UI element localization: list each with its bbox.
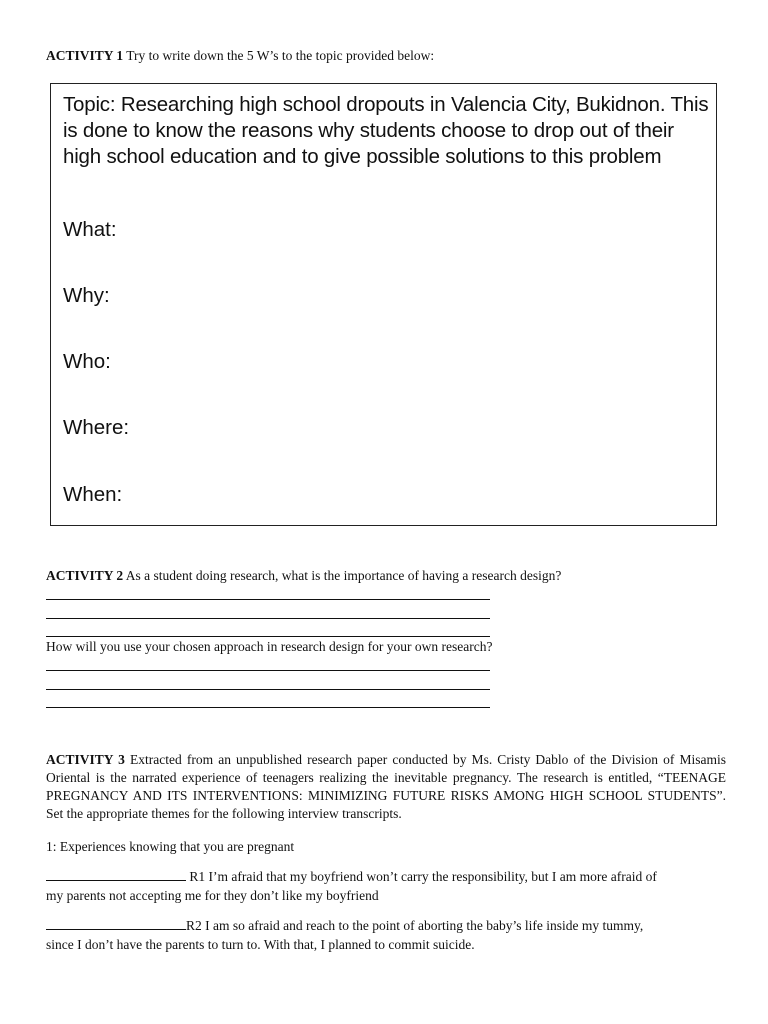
answer-line[interactable] [46,636,490,637]
r2-line-2: since I don’t have the parents to turn to. With that, I planned to commit suicide. [46,937,475,952]
topic-text: Topic: Researching high school dropouts in Valencia City, Bukidnon. This is done to know the reasons why students choose to drop out of their high school education and to give possible solutions to this problem [63,93,709,168]
r1-line-1 [46,868,736,886]
activity-1-instruction [46,47,746,65]
activity-2-label: ACTIVITY 2 [46,568,124,583]
activity-2-question-2: How will you use your chosen approach in research design for your own research? [46,639,493,654]
activity-3-label: ACTIVITY 3 [46,752,125,767]
activity-1-text: Try to write down the 5 W’s to the topic provided below: [123,48,435,63]
r2-text-1: R2 I am so afraid and reach to the point of aborting the baby’s life inside my tummy, [186,918,644,933]
prompt-when: When: [63,483,123,506]
r1-text-1: R1 I’m afraid that my boyfriend won’t carry the responsibility, but I am more afraid of [186,869,657,884]
r2-line-1 [46,917,736,935]
answer-line[interactable] [46,618,490,619]
prompt-who: Who: [63,350,111,373]
answer-line[interactable] [46,670,490,671]
activity-3-intro [46,751,726,823]
activity-3-text: Extracted from an unpublished research paper conducted by Ms. Cristy Dablo of the Division of Misamis Oriental is the narrated experience of teenagers realizing the inevitable pregnancy. The research is entitled, “TEENAGE PREGNANCY AND ITS INTERVENTIONS: MINIMIZING FUTURE RISKS AMONG HIGH SCHOOL STUDENTS”. Set the appropriate themes for the following interview transcripts. [46,752,727,821]
topic-box [50,83,717,526]
prompt-where: Where: [63,416,130,439]
answer-line[interactable] [46,689,490,690]
answer-line[interactable] [46,707,490,708]
activity-2-question-1 [46,567,746,585]
prompt-what: What: [63,218,117,241]
item-1-heading: 1: Experiences knowing that you are pregnant [46,839,295,854]
activity-2-text: As a student doing research, what is the importance of having a research design? [123,568,562,583]
answer-line[interactable] [46,599,490,600]
r1-line-2: my parents not accepting me for they don’t like my boyfriend [46,888,379,903]
theme-blank-r2[interactable] [46,917,186,930]
activity-1-label: ACTIVITY 1 [46,48,124,63]
prompt-why: Why: [63,284,110,307]
theme-blank-r1[interactable] [46,868,186,881]
